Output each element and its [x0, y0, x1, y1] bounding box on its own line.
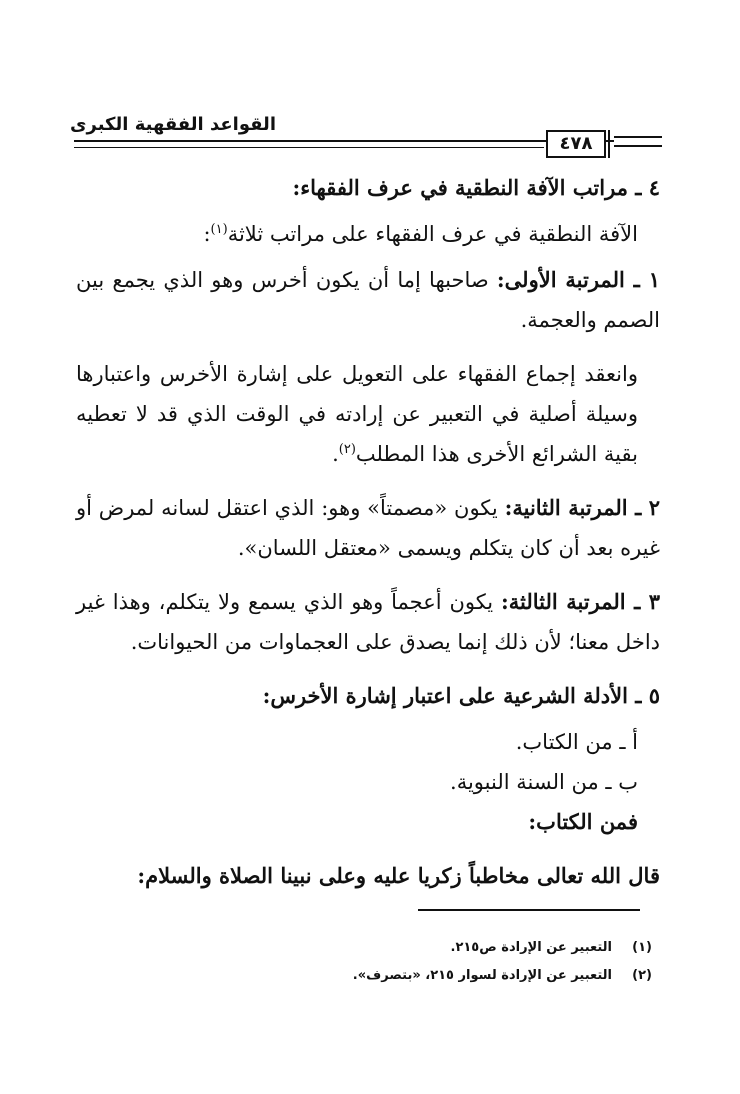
rank-3-paragraph: [76, 582, 660, 662]
rank-2-text: يكون «مصمتاً» وهو: الذي اعتقل لسانه لمرض أو غيره بعد أن كان يتكلم ويسمى «معتقل اللسان».: [76, 496, 660, 560]
footnote-ref-2: (٢): [338, 442, 356, 457]
from-book-label: فمن الكتاب:: [528, 809, 638, 834]
rank-1-label: ١ ـ المرتبة الأولى:: [496, 267, 660, 292]
section-4-intro-text: الآفة النطقية في عرف الفقهاء على مراتب ثلاثة: [227, 222, 638, 246]
footnote-2-number: (٢): [632, 968, 652, 983]
consensus-end: .: [332, 442, 339, 466]
running-header-title: القواعد الفقهية الكبرى: [70, 114, 276, 135]
header-rule-thin: [74, 147, 544, 148]
quote-intro: قال الله تعالى مخاطباً زكريا عليه وعلى نبينا الصلاة والسلام:: [137, 863, 660, 888]
page-number: ٤٧٨: [546, 130, 606, 158]
footnote-separator: [418, 909, 640, 911]
section-4-intro: [76, 214, 660, 254]
footnote-ref-1: (١): [210, 222, 228, 237]
rank-1-paragraph: [76, 260, 660, 340]
footnote-1-text: التعبير عن الإرادة ص٢١٥.: [450, 940, 612, 955]
footnote-1: [200, 934, 652, 962]
section-4-intro-colon: :: [203, 222, 211, 246]
footnotes: [200, 934, 652, 990]
footnote-2-text: التعبير عن الإرادة لسوار ٢١٥، «بتصرف».: [352, 968, 612, 983]
main-text: [76, 168, 660, 910]
rank-3-label: ٣ ـ المرتبة الثالثة:: [501, 589, 660, 614]
rank-2-label: ٢ ـ المرتبة الثانية:: [504, 495, 660, 520]
footnote-2: [200, 962, 652, 990]
header-rule-thick: [74, 140, 614, 142]
list-item-a: أ ـ من الكتاب.: [515, 730, 638, 754]
section-4-heading: ٤ ـ مراتب الآفة النطقية في عرف الفقهاء:: [292, 175, 660, 200]
footnote-1-number: (١): [632, 940, 652, 955]
rank-3-text: يكون أعجماً وهو الذي يسمع ولا يتكلم، وهذا غير داخل معنا؛ لأن ذلك إنما يصدق على العجماوات من الحيوانات.: [76, 590, 660, 654]
list-item-b: ب ـ من السنة النبوية.: [450, 770, 638, 794]
header-rule-right-2: [614, 145, 662, 147]
section-5-heading: ٥ ـ الأدلة الشرعية على اعتبار إشارة الأخرس:: [262, 683, 660, 708]
header-rule-right-1: [614, 136, 662, 138]
consensus-paragraph: [76, 354, 660, 474]
rank-2-paragraph: [76, 488, 660, 568]
consensus-text: وانعقد إجماع الفقهاء على التعويل على إشارة الأخرس واعتبارها وسيلة أصلية في التعبير عن إرادته في الوقت الذي قد لا تعطيه بقية الشرائع الأخرى هذا المطلب: [76, 362, 638, 466]
rank-1-text: صاحبها إما أن يكون أخرس وهو الذي يجمع بين الصمم والعجمة.: [76, 268, 660, 332]
